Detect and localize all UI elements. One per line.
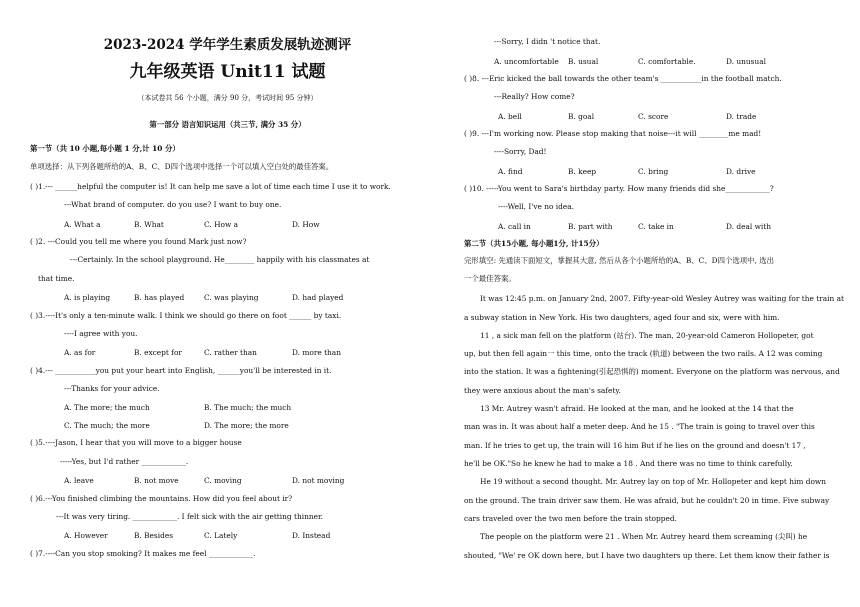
q8-option-b[interactable]: B. goal <box>568 112 595 121</box>
question-3-reply: ----I agree with you. <box>64 329 138 338</box>
question-4-reply: ---Thanks for your advice. <box>64 384 160 393</box>
q6-option-c[interactable]: C. Lately <box>204 531 238 540</box>
q8-option-d[interactable]: D. trade <box>726 112 757 121</box>
question-2-reply-cont: that time. <box>38 274 75 283</box>
q3-option-a[interactable]: A. as for <box>64 348 96 357</box>
exam-note: （本试卷共 56 个小题，满分 90 分，考试时间 95 分钟） <box>137 94 318 102</box>
q10-option-c[interactable]: C. take in <box>638 222 674 231</box>
passage-line-6: they were anxious about the man's safety. <box>464 386 621 395</box>
q9-option-b[interactable]: B. keep <box>568 167 597 176</box>
question-8-reply: ---Really? How come? <box>494 92 575 101</box>
section1-instruction: 单项选择：从下列各题所给的A、B、C、D四个选项中选择一个可以填入空白处的最佳答案。 <box>30 162 334 171</box>
q6-option-a[interactable]: A. However <box>64 531 108 540</box>
passage-line-12: on the ground. The train driver saw them. He was afraid, but he couldn't 20 in time. Five subway <box>464 496 830 505</box>
q5-option-c[interactable]: C. moving <box>204 476 242 485</box>
question-9-reply: ----Sorry, Dad! <box>494 147 547 156</box>
section2-instruction-2: 一个最佳答案。 <box>464 274 516 283</box>
q3-option-b[interactable]: B. except for <box>134 348 182 357</box>
q2-option-c[interactable]: C. was playing <box>204 293 259 302</box>
q5-option-b[interactable]: B. not move <box>134 476 179 485</box>
question-3-stem: ( )3.----It's only a ten-minute walk. I think we should go there on foot ______ by taxi. <box>30 311 342 320</box>
question-8-stem: ( )8. ---Eric kicked the ball towards the other team's ___________in the football match. <box>464 74 782 83</box>
question-5-reply: -----Yes, but I'd rather ____________. <box>60 457 189 466</box>
passage-line-4: up, but then fell again一 this time, onto the track (轨道) between the two rails. A 12 was coming <box>464 349 823 358</box>
question-10-stem: ( )10. -----You went to Sara's birthday party. How many friends did she____________? <box>464 184 774 193</box>
q10-option-a[interactable]: A. call in <box>498 222 531 231</box>
section2-instruction-1: 完形填空: 先通读下面短文，掌握其大意, 然后从各个小题所给的A、B、C、D四个选项中, 选出 <box>464 256 775 265</box>
q3-option-c[interactable]: C. rather than <box>204 348 257 357</box>
q4-option-c[interactable]: C. The much; the more <box>64 421 150 430</box>
question-1-stem: ( )1.--- ______helpful the computer is! It can help me save a lot of time each time I use it to work. <box>30 182 391 191</box>
passage-line-5: into the station. It was a fightening(引起恐惧的) moment. Everyone on the platform was nervous, and <box>464 367 840 376</box>
section1-heading: 第一节（共 10 小题,每小题 1 分,计 10 分） <box>30 144 180 153</box>
q3-option-d[interactable]: D. more than <box>292 348 341 357</box>
q7-option-c[interactable]: C. comfortable. <box>638 57 696 66</box>
q2-option-d[interactable]: D. had played <box>292 293 344 302</box>
question-4-stem: ( )4.--- ___________you put your heart into English, ______you'll be interested in it. <box>30 366 332 375</box>
q7-option-a[interactable]: A. uncomfortable <box>494 57 559 66</box>
q4-option-a[interactable]: A. The more; the much <box>64 403 150 412</box>
passage-line-2: a subway station in New York. His two daughters, aged four and six, were with him. <box>464 313 780 322</box>
question-6-reply: ---It was very tiring. ____________. I felt sick with the air getting thinner. <box>56 512 324 521</box>
q5-option-a[interactable]: A. leave <box>64 476 94 485</box>
q10-option-d[interactable]: D. deal with <box>726 222 772 231</box>
question-1-reply: ---What brand of computer. do you use? I want to buy one. <box>64 200 282 209</box>
q4-option-b[interactable]: B. The much; the much <box>204 403 292 412</box>
question-6-stem: ( )6.---You finished climbing the mountains. How did you feel about ir? <box>30 494 293 503</box>
q2-option-a[interactable]: A. is playing <box>64 293 111 302</box>
question-7-reply: ---Sorry, I didn 't notice that. <box>494 37 601 46</box>
part1-heading: 第一部分 语言知识运用（共三节, 满分 35 分） <box>149 120 306 129</box>
q6-option-b[interactable]: B. Besides <box>134 531 173 540</box>
q5-option-d[interactable]: D. not moving <box>292 476 345 485</box>
section2-heading: 第二节（共15小题, 每小题1分, 计15分） <box>464 239 604 248</box>
question-9-stem: ( )9. ---I'm working now. Please stop making that noise---it will ________me mad! <box>464 129 762 138</box>
q7-option-b[interactable]: B. usual <box>568 57 599 66</box>
q7-option-d[interactable]: D. unusual <box>726 57 766 66</box>
q1-option-b[interactable]: B. What <box>134 220 164 229</box>
question-7-stem: ( )7.----Can you stop smoking? It makes me feel ____________. <box>30 549 256 558</box>
q1-option-d[interactable]: D. How <box>292 220 320 229</box>
q9-option-a[interactable]: A. find <box>498 167 523 176</box>
q8-option-c[interactable]: C. score <box>638 112 669 121</box>
question-5-stem: ( )5.----Jason, I hear that you will move to a bigger house <box>30 438 242 447</box>
exam-title: 2023-2024 学年学生素质发展轨迹测评 <box>103 37 352 53</box>
q9-option-d[interactable]: D. drive <box>726 167 756 176</box>
exam-subtitle: 九年级英语 Unit11 试题 <box>129 62 326 82</box>
question-2-reply: ---Certainly. In the school playground. He________ happily with his classmates at <box>70 255 370 264</box>
passage-line-1: It was 12:45 p.m. on January 2nd, 2007. Fifty-year-old Wesley Autrey was waiting for the train at <box>480 294 844 303</box>
passage-line-15: shouted, "We' re OK down here, but I have two daughters up there. Let them know their father is <box>464 551 830 560</box>
passage-line-11: He 19 without a second thought. Mr. Autrey lay on top of Mr. Hollopeter and kept him down <box>480 477 826 486</box>
passage-line-8: man was in. It was about half a meter deep. And he 15 . "The train is going to travel over this <box>464 422 815 431</box>
question-10-reply: ----Well, I've no idea. <box>498 202 575 211</box>
q1-option-a[interactable]: A. What a <box>64 220 101 229</box>
q1-option-c[interactable]: C. How a <box>204 220 239 229</box>
passage-line-10: he'll be OK."So he knew he had to make a 18 . And there was no time to think carefully. <box>464 459 793 468</box>
q9-option-c[interactable]: C. bring <box>638 167 669 176</box>
q10-option-b[interactable]: B. part with <box>568 222 613 231</box>
q4-option-d[interactable]: D. The more; the more <box>204 421 289 430</box>
passage-line-3: 11 , a sick man fell on the platform (站台). The man, 20-year-old Cameron Hollopeter, got <box>480 331 814 340</box>
question-2-stem: ( )2. ---Could you tell me where you found Mark just now? <box>30 237 247 246</box>
passage-line-9: man. If he tries to get up, the train will 16 him But if he lies on the ground and doesn't 17 , <box>464 441 806 450</box>
passage-line-13: cars traveled over the two men before the train stopped. <box>464 514 677 523</box>
q2-option-b[interactable]: B. has played <box>134 293 185 302</box>
q8-option-a[interactable]: A. bell <box>498 112 522 121</box>
q6-option-d[interactable]: D. Instead <box>292 531 331 540</box>
passage-line-14: The people on the platform were 21 . When Mr. Autrey heard them screaming (尖叫) he <box>480 532 808 541</box>
passage-line-7: 13 Mr. Autrey wasn't afraid. He looked at the man, and he looked at the 14 that the <box>480 404 794 413</box>
